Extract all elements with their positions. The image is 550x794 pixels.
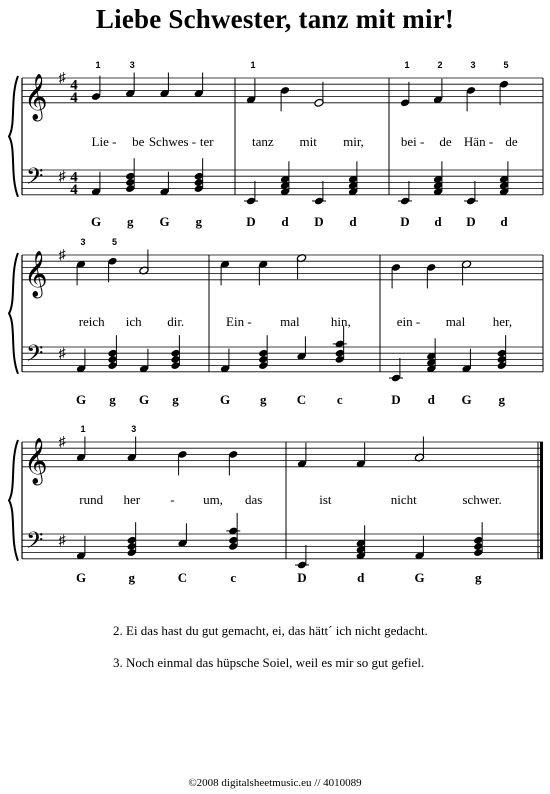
final-barline-thick	[540, 442, 543, 559]
chord-symbol: D	[391, 392, 401, 407]
lyric-syllable: be	[132, 134, 145, 149]
bass-chord-notes	[125, 158, 135, 193]
bass-note	[414, 536, 424, 560]
chord-symbol: g	[109, 392, 116, 407]
fingering-number: 3	[131, 424, 137, 434]
bass-chord-notes	[473, 522, 483, 557]
lyric-syllable: ich	[125, 314, 142, 329]
chord-symbol: g	[127, 214, 134, 229]
chord-symbol: d	[500, 214, 508, 229]
melody-note	[127, 437, 137, 462]
chord-symbol: d	[357, 570, 365, 585]
fingering-number: 5	[111, 237, 118, 247]
chord-symbol: d	[281, 214, 289, 229]
melody-note	[125, 73, 135, 98]
bass-note	[295, 545, 309, 569]
lyric-syllable: mir,	[343, 134, 364, 149]
melody-note	[280, 86, 290, 111]
treble-clef-icon: 𝄞	[24, 437, 48, 483]
key-signature-sharp: ♯	[58, 435, 66, 451]
bass-note	[177, 523, 187, 547]
verse-3: 3. Noch einmal das hüpsche Soiel, weil es mir so gut gefiel.	[113, 655, 425, 670]
melody-note	[314, 82, 324, 107]
brace	[9, 253, 18, 374]
treble-clef-icon: 𝄞	[24, 73, 48, 119]
bass-chord-notes	[127, 522, 137, 557]
chord-symbol: G	[219, 392, 231, 407]
melody-note	[159, 73, 169, 98]
fingering-number: 1	[250, 60, 256, 70]
time-signature-top: 4	[70, 169, 78, 186]
lyric-syllable: her,	[492, 314, 513, 329]
key-signature-sharp: ♯	[58, 346, 66, 362]
copyright-footer: ©2008 digitalsheetmusic.eu // 4010089	[188, 777, 362, 789]
bass-chord-notes	[426, 338, 436, 373]
bass-chord-notes	[499, 161, 509, 196]
chord-symbol: D	[466, 214, 476, 229]
fingering-number: 5	[503, 60, 509, 70]
chord-symbol: C	[296, 392, 307, 407]
bass-chord-notes	[194, 158, 204, 193]
lyric-syllable: Hän -	[463, 134, 494, 149]
lyric-syllable: schwer.	[462, 492, 502, 507]
chord-symbol: G	[75, 392, 87, 407]
lyric-syllable: mal	[445, 314, 466, 329]
melody-note	[499, 80, 509, 105]
chord-symbol: G	[75, 570, 87, 585]
lyric-syllable: mit	[299, 134, 317, 149]
lyric-syllable: de	[439, 134, 452, 149]
lyric-syllable: reich	[78, 314, 105, 329]
chord-symbol: D	[297, 570, 307, 585]
melody-note	[391, 263, 401, 288]
melody-note	[426, 263, 436, 288]
brace	[9, 76, 18, 197]
melody-note	[91, 76, 101, 101]
lyric-syllable: tanz	[252, 134, 274, 149]
chord-symbol: G	[159, 214, 170, 229]
bass-chord-notes	[348, 161, 358, 196]
fingering-number: 1	[95, 60, 101, 70]
chord-symbol: d	[349, 214, 357, 229]
melody-note	[461, 260, 471, 285]
bass-note	[76, 349, 86, 373]
lyric-syllable: -	[170, 492, 175, 507]
melody-note	[356, 443, 366, 468]
bass-clef-icon: 𝄢	[26, 163, 44, 194]
bass-note	[389, 358, 403, 382]
lyric-syllable: ein -	[396, 314, 421, 329]
melody-note	[228, 450, 238, 475]
fingering-number: 3	[80, 237, 86, 247]
bass-chord-notes	[107, 335, 117, 370]
treble-clef-icon: 𝄞	[24, 250, 48, 296]
bass-chord-notes	[226, 513, 240, 551]
brace	[9, 440, 18, 561]
chord-symbol: g	[195, 214, 202, 229]
lyric-syllable: mal	[280, 314, 300, 329]
melody-note	[258, 260, 268, 285]
melody-note	[414, 437, 424, 462]
lyric-syllable: Lie -	[91, 134, 117, 149]
fingering-number: 3	[470, 60, 476, 70]
lyric-syllable: Schwes -	[148, 134, 197, 149]
chord-symbol: G	[414, 570, 425, 585]
bass-note	[312, 181, 326, 205]
lyric-syllable: de	[505, 134, 518, 149]
fingering-number: 3	[129, 60, 135, 70]
melody-note	[76, 437, 86, 462]
chord-symbol: C	[177, 570, 188, 585]
chord-symbol: D	[400, 214, 410, 229]
chord-symbol: G	[138, 392, 150, 407]
lyric-syllable: ter	[199, 134, 214, 149]
bass-note	[220, 349, 230, 373]
key-signature-sharp: ♯	[58, 248, 66, 264]
bass-note	[139, 349, 149, 373]
bass-note	[159, 172, 169, 196]
chord-symbol: G	[461, 392, 472, 407]
chord-symbol: g	[498, 392, 505, 407]
time-signature-bottom: 4	[70, 181, 78, 198]
bass-note	[244, 181, 258, 205]
melody-note	[220, 260, 230, 285]
chord-symbol: c	[336, 392, 343, 407]
chord-symbol: c	[230, 570, 237, 585]
lyric-syllable: um,	[203, 492, 223, 507]
key-signature-sharp: ♯	[58, 71, 66, 87]
melody-note	[107, 257, 117, 282]
lyric-syllable: her	[123, 492, 141, 507]
key-signature-sharp: ♯	[58, 169, 66, 185]
bass-chord-notes	[333, 326, 347, 364]
bass-note	[464, 181, 478, 205]
lyric-syllable: Ein -	[226, 314, 252, 329]
lyric-syllable: hin,	[330, 314, 351, 329]
melody-note	[466, 86, 476, 111]
bass-note	[398, 181, 412, 205]
verse-2: 2. Ei das hast du gut gemacht, ei, das hätt´ ich nicht gedacht.	[113, 623, 428, 638]
lyric-syllable: ist	[319, 492, 332, 507]
melody-note	[296, 254, 306, 279]
lyric-syllable: nicht	[390, 492, 417, 507]
lyric-syllable: bei -	[400, 134, 425, 149]
lyric-syllable: rund	[79, 492, 104, 507]
time-signature-bottom: 4	[70, 89, 78, 106]
lyric-syllable: dir.	[167, 314, 185, 329]
bass-note	[91, 172, 101, 196]
fingering-number: 1	[80, 424, 86, 434]
bass-clef-icon: 𝄢	[26, 340, 44, 371]
chord-symbol: d	[427, 392, 435, 407]
bass-chord-notes	[497, 335, 507, 370]
fingering-number: 1	[404, 60, 410, 70]
melody-note	[177, 450, 187, 475]
bass-note	[296, 336, 306, 360]
melody-note	[246, 79, 256, 104]
chord-symbol: g	[128, 570, 135, 585]
bass-chord-notes	[356, 525, 366, 560]
key-signature-sharp: ♯	[58, 533, 66, 549]
bass-chord-notes	[258, 335, 268, 370]
bass-chord-notes	[280, 161, 290, 196]
bass-clef-icon: 𝄢	[26, 527, 44, 558]
bass-chord-notes	[170, 335, 180, 370]
time-signature-top: 4	[70, 77, 78, 94]
melody-note	[297, 443, 307, 468]
melody-note	[139, 250, 149, 275]
melody-note	[400, 82, 410, 107]
melody-note	[194, 73, 204, 98]
chord-symbol: g	[172, 392, 179, 407]
chord-symbol: g	[260, 392, 267, 407]
chord-symbol: d	[434, 214, 442, 229]
bass-chord-notes	[433, 161, 443, 196]
bass-note	[76, 536, 86, 560]
page-title: Liebe Schwester, tanz mit mir!	[95, 4, 455, 34]
bass-note	[461, 349, 471, 373]
melody-note	[76, 260, 86, 285]
chord-symbol: D	[246, 214, 256, 229]
lyric-syllable: das	[244, 492, 263, 507]
chord-symbol: D	[314, 214, 324, 229]
melody-note	[433, 79, 443, 104]
fingering-number: 2	[437, 60, 443, 70]
chord-symbol: g	[475, 570, 482, 585]
chord-symbol: G	[90, 214, 102, 229]
